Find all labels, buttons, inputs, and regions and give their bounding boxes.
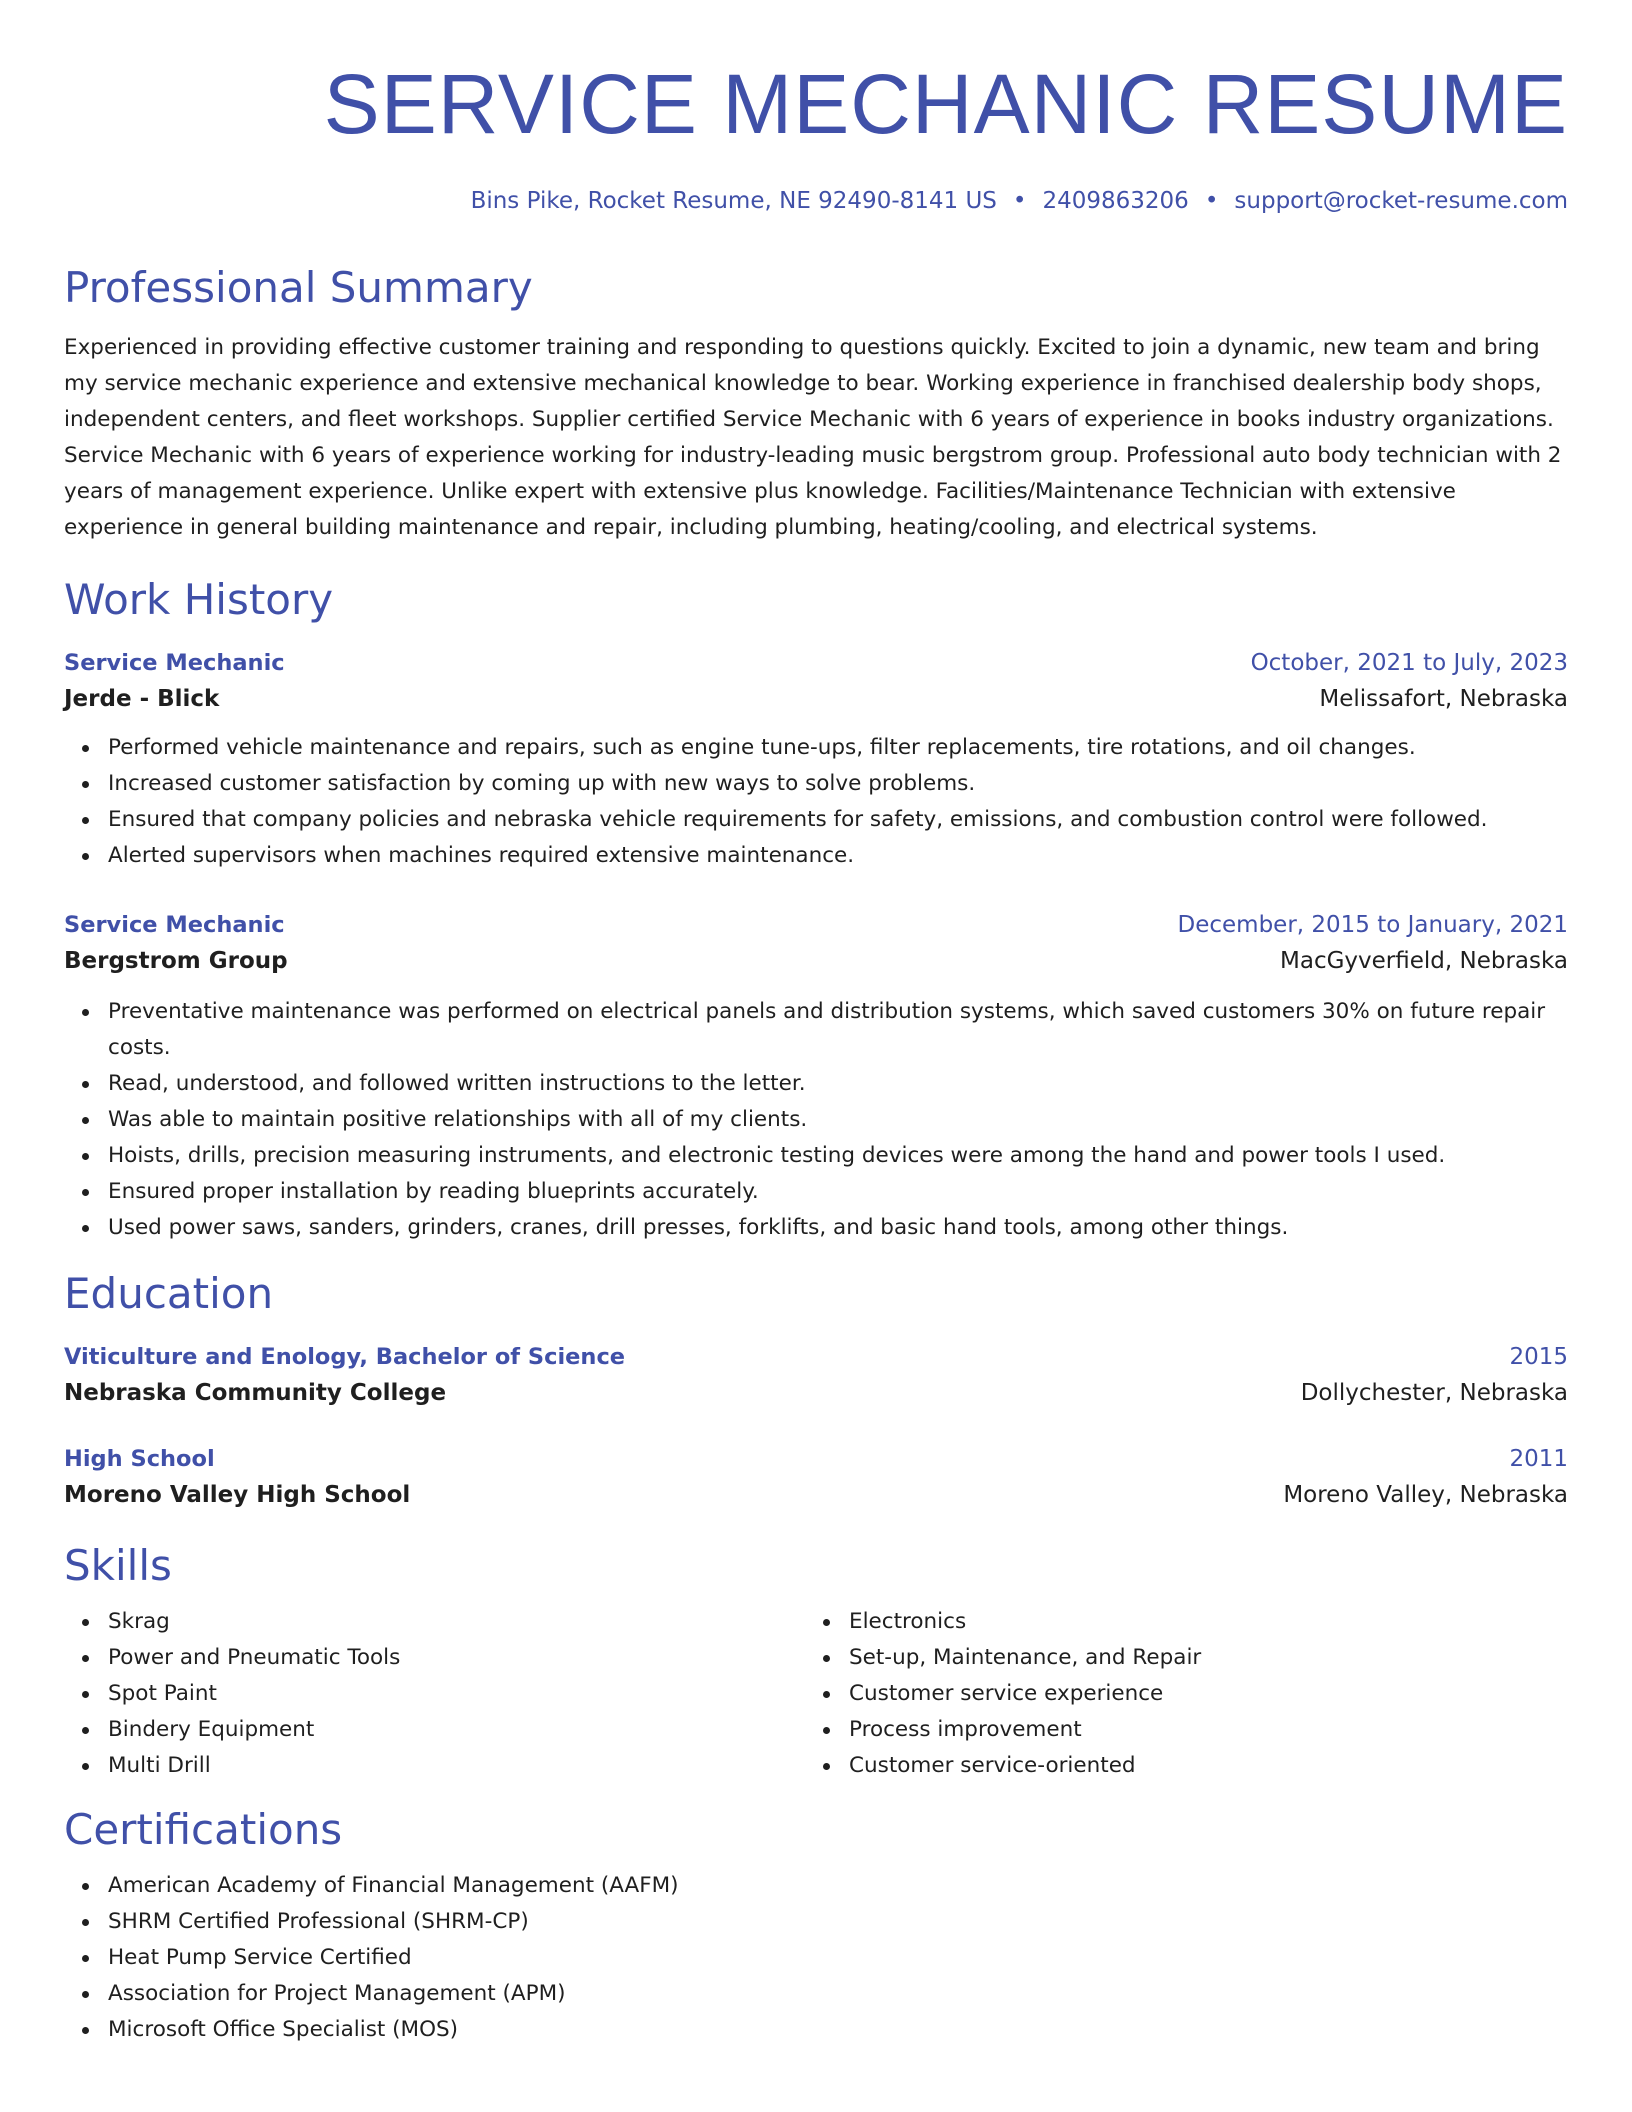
- certifications-list: [64, 1868, 1568, 2048]
- job-dates: October, 2021 to July, 2023: [1250, 650, 1568, 676]
- skills-grid: [64, 1604, 1568, 1784]
- certification-item: Heat Pump Service Certified: [108, 1940, 1568, 1976]
- education-entry-subheader: [64, 1476, 1568, 1514]
- school-name: Moreno Valley High School: [64, 1482, 411, 1508]
- school-location: Moreno Valley, Nebraska: [1283, 1482, 1568, 1508]
- work-entry-header: [64, 646, 1568, 680]
- contact-phone: 2409863206: [1042, 188, 1189, 214]
- work-entry-subheader: [64, 680, 1568, 718]
- resume-title: SERVICE MECHANIC RESUME: [323, 57, 1568, 151]
- job-duty: Performed vehicle maintenance and repairs, such as engine tune-ups, filter replacements, tire rotations, and oil changes.: [108, 730, 1568, 766]
- school-location: Dollychester, Nebraska: [1300, 1380, 1568, 1406]
- skill-item: Skrag: [108, 1604, 805, 1640]
- job-title: Service Mechanic: [64, 650, 285, 676]
- section-heading-skills: Skills: [64, 1541, 172, 1590]
- contact-separator: •: [1012, 188, 1027, 214]
- contact-email: support@rocket-resume.com: [1234, 188, 1568, 214]
- work-entry: [64, 646, 1568, 874]
- work-entry-subheader: [64, 942, 1568, 980]
- section-heading-certifications: Certifications: [64, 1805, 343, 1854]
- job-duties-list: [64, 994, 1568, 1246]
- job-duty: Hoists, drills, precision measuring instruments, and electronic testing devices were among the hand and power tools I used.: [108, 1138, 1568, 1174]
- section-heading-education: Education: [64, 1269, 274, 1318]
- job-duty: Alerted supervisors when machines required extensive maintenance.: [108, 838, 1568, 874]
- professional-summary-section: [64, 262, 1568, 546]
- degree-name: High School: [64, 1446, 215, 1472]
- skill-item: Electronics: [849, 1604, 1546, 1640]
- skill-item: Power and Pneumatic Tools: [108, 1640, 805, 1676]
- contact-line: [64, 186, 1568, 216]
- certification-item: Association for Project Management (APM): [108, 1976, 1568, 2012]
- work-history-section: [64, 574, 1568, 1246]
- job-duty: Ensured that company policies and nebraska vehicle requirements for safety, emissions, and combustion control were followed.: [108, 802, 1568, 838]
- section-heading-summary: Professional Summary: [64, 263, 533, 312]
- skill-item: Spot Paint: [108, 1676, 805, 1712]
- skills-list: [64, 1604, 805, 1784]
- contact-separator: •: [1204, 188, 1219, 214]
- skills-column-left: [64, 1604, 805, 1784]
- job-duty: Read, understood, and followed written instructions to the letter.: [108, 1066, 1568, 1102]
- graduation-year: 2011: [1509, 1446, 1568, 1472]
- skill-item: Bindery Equipment: [108, 1712, 805, 1748]
- skills-list: [805, 1604, 1546, 1784]
- work-entry-header: [64, 908, 1568, 942]
- job-title: Service Mechanic: [64, 912, 285, 938]
- education-entry-header: [64, 1442, 1568, 1476]
- education-entry-subheader: [64, 1374, 1568, 1412]
- education-entry: [64, 1442, 1568, 1514]
- job-duty: Increased customer satisfaction by coming up with new ways to solve problems.: [108, 766, 1568, 802]
- job-location: MacGyverfield, Nebraska: [1280, 948, 1568, 974]
- job-duty: Ensured proper installation by reading blueprints accurately.: [108, 1174, 1568, 1210]
- company-name: Jerde - Blick: [64, 686, 220, 712]
- skill-item: Customer service experience: [849, 1676, 1546, 1712]
- skill-item: Process improvement: [849, 1712, 1546, 1748]
- certification-item: SHRM Certified Professional (SHRM-CP): [108, 1904, 1568, 1940]
- contact-address: Bins Pike, Rocket Resume, NE 92490-8141 US: [470, 188, 997, 214]
- job-dates: December, 2015 to January, 2021: [1177, 912, 1568, 938]
- job-duty: Was able to maintain positive relationships with all of my clients.: [108, 1102, 1568, 1138]
- school-name: Nebraska Community College: [64, 1380, 447, 1406]
- resume-header: [64, 0, 1568, 216]
- education-section: [64, 1268, 1568, 1514]
- job-duties-list: [64, 730, 1568, 874]
- skills-section: [64, 1540, 1568, 1784]
- job-duty: Preventative maintenance was performed on electrical panels and distribution systems, which saved customers 30% on future repair costs.: [108, 994, 1568, 1066]
- certification-item: Microsoft Office Specialist (MOS): [108, 2012, 1568, 2048]
- work-entry: [64, 908, 1568, 1246]
- skill-item: Multi Drill: [108, 1748, 805, 1784]
- degree-name: Viticulture and Enology, Bachelor of Science: [64, 1344, 626, 1370]
- section-heading-work-history: Work History: [64, 575, 334, 624]
- graduation-year: 2015: [1509, 1344, 1568, 1370]
- education-entry-header: [64, 1340, 1568, 1374]
- skills-column-right: [805, 1604, 1546, 1784]
- education-entry: [64, 1340, 1568, 1412]
- job-location: Melissafort, Nebraska: [1319, 686, 1568, 712]
- job-duty: Used power saws, sanders, grinders, cranes, drill presses, forklifts, and basic hand tools, among other things.: [108, 1210, 1568, 1246]
- certification-item: American Academy of Financial Management (AAFM): [108, 1868, 1568, 1904]
- skill-item: Set-up, Maintenance, and Repair: [849, 1640, 1546, 1676]
- company-name: Bergstrom Group: [64, 948, 288, 974]
- certifications-section: [64, 1804, 1568, 2048]
- skill-item: Customer service-oriented: [849, 1748, 1546, 1784]
- summary-text: Experienced in providing effective customer training and responding to questions quickly. Excited to join a dynamic, new team and bring my service mechanic experience and extensive mechanical knowledge to bear. Working experience in franchised dealership body shops, independent centers, and fleet workshops. Supplier certified Service Mechanic with 6 years of experience in books industry organizations. Service Mechanic with 6 years of experience working for industry-leading music bergstrom group. Professional auto body technician with 2 years of management experience. Unlike expert with extensive plus knowledge. Facilities/Maintenance Technician with extensive experience in general building maintenance and repair, including plumbing, heating/cooling, and electrical systems.: [64, 335, 1562, 540]
